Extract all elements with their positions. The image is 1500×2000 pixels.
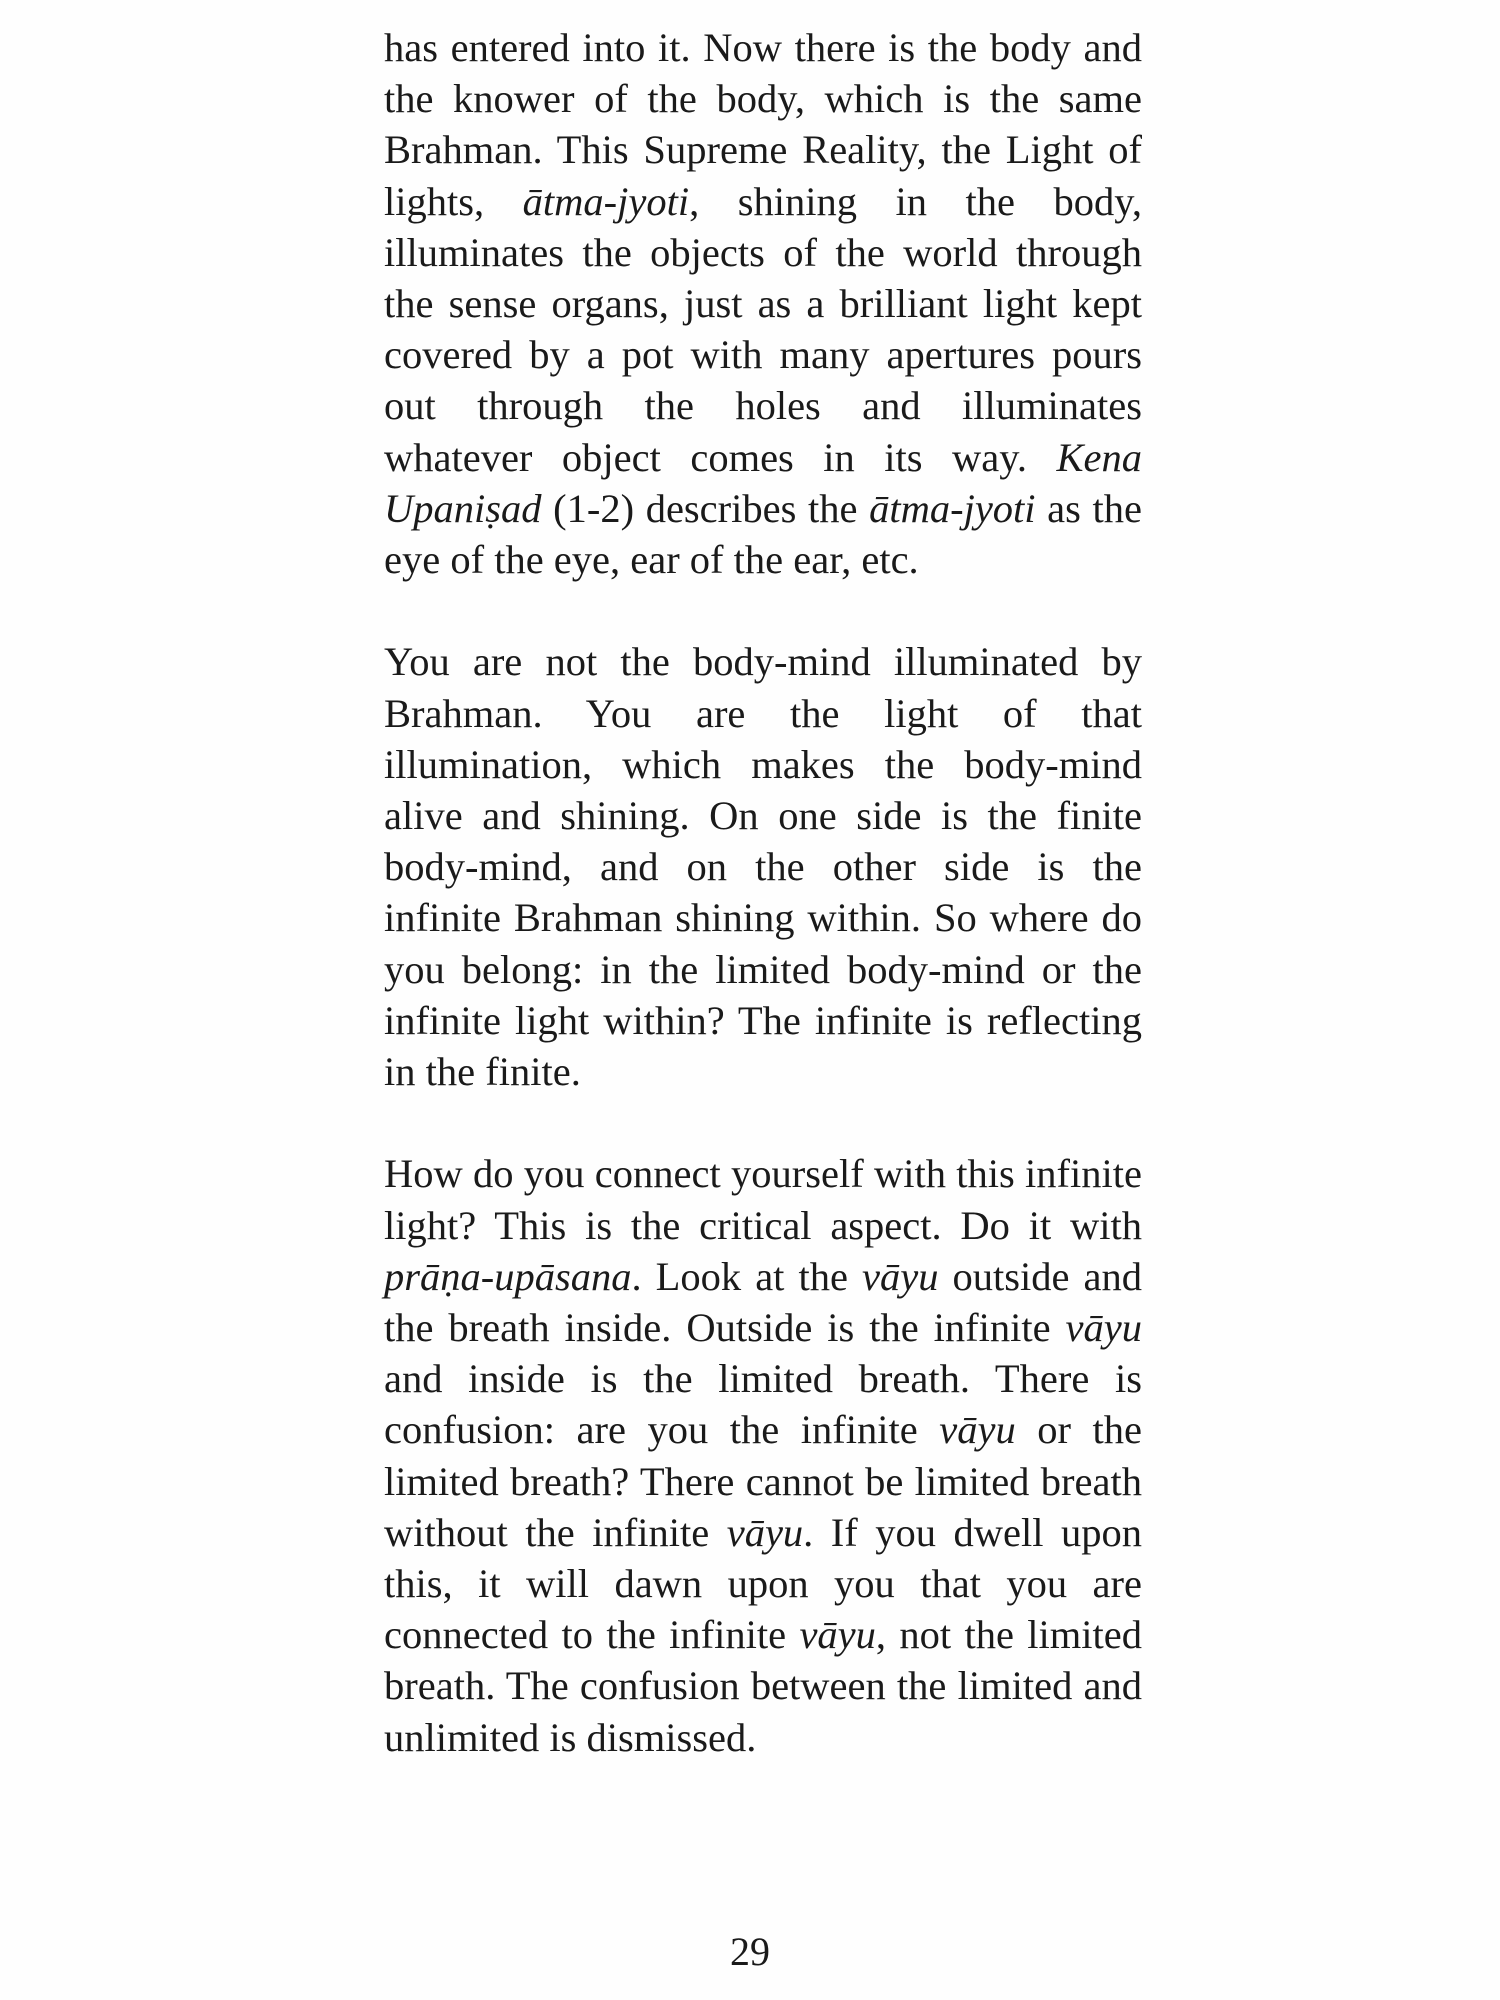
italic-term: ātma-jyoti [522,178,690,224]
italic-term: ātma-jyoti [869,485,1036,531]
text-run: . Look at the [631,1253,862,1299]
italic-term: prāṇa-upāsana [384,1253,632,1299]
paragraph-1 [384,22,1142,585]
paragraph-2 [384,636,1142,1097]
text-run: or the limited breath? There cannot be limited breath without the infinite [384,1407,1142,1555]
italic-term: vāyu [939,1407,1016,1453]
italic-term: vāyu [862,1253,939,1299]
page-number: 29 [730,1929,770,1974]
text-run: outside and the breath inside. Outside is the infinite [384,1253,1142,1351]
paragraph-3 [384,1148,1142,1762]
text-run: and inside is the limited breath. There is confusion: are you the infinite [384,1356,1142,1453]
body-text [384,22,1142,1763]
italic-term: vāyu [799,1612,876,1658]
italic-term: vāyu [1065,1305,1142,1351]
text-run: , not the limited breath. The confusion between the limited and unlimited is dismissed. [384,1612,1143,1760]
text-run: as the eye of the eye, ear of the ear, etc. [384,485,1142,583]
text-run: (1-2) describes the [541,485,870,531]
text-run: You are not the body-mind illuminated by Brahman. You are the light of that illumination, which makes the body-mind alive and shining. On one side is the finite body-mind, and on the other side is the infinite Brahman shining within. So where do you belong: in the limited body-mind or the infinite light within? The infinite is reflecting in the finite. [384,639,1142,1095]
text-run: , shining in the body, illuminates the objects of the world through the sense organs, just as a brilliant light kept covered by a pot with many apertures pours out through the holes and illuminates whatever object comes in its way. [384,178,1142,480]
italic-term: Kena Upaniṣad [384,434,1142,531]
text-run: has entered into it. Now there is the body and the knower of the body, which is the same Brahman. This Supreme Reality, the Light of lights, [384,25,1142,224]
text-run: How do you connect yourself with this infinite light? This is the critical aspect. Do it with [384,1151,1142,1248]
text-run: . If you dwell upon this, it will dawn upon you that you are connected to the infinite [384,1509,1142,1658]
italic-term: vāyu [726,1509,804,1555]
